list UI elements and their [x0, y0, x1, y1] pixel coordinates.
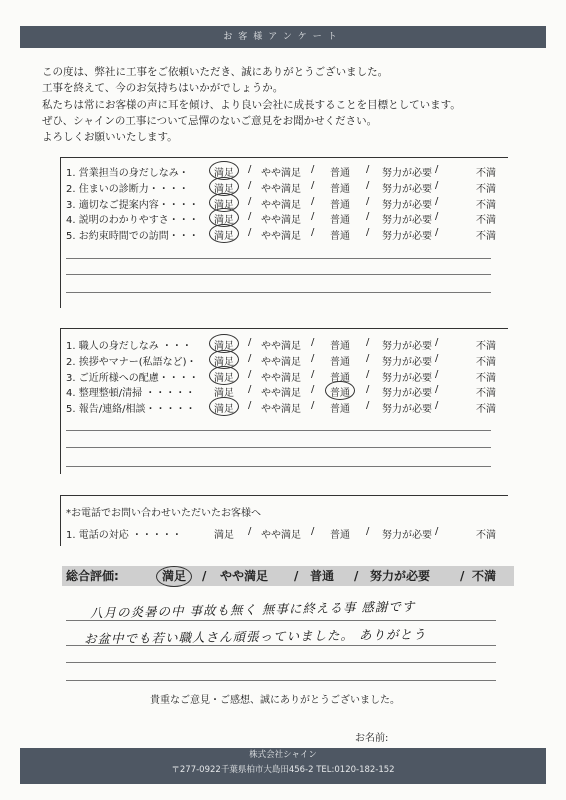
overall-label: 総合評価:: [66, 569, 119, 583]
separator: /: [366, 384, 370, 396]
separator: /: [435, 227, 439, 239]
separator: /: [248, 400, 252, 412]
rating-option[interactable]: やや満足: [261, 168, 301, 179]
question-label: 4. 整理整頓/清掃 ・・・・・: [66, 388, 196, 400]
survey-header-bar: [20, 26, 546, 48]
question-label: 2. 住まいの診断力・・・・: [66, 183, 189, 195]
separator: /: [435, 384, 439, 396]
comment-line: [66, 258, 491, 259]
question-label: 2. 挨拶やマナー(私語など)・: [66, 356, 197, 368]
intro-line: この度は、弊社に工事をご依頼いただき、誠にありがとうございました。: [42, 66, 389, 78]
overall-option[interactable]: やや満足: [220, 569, 269, 583]
rating-option[interactable]: やや満足: [261, 183, 301, 195]
rating-option[interactable]: 満足: [214, 199, 234, 211]
rating-option[interactable]: 満足: [214, 231, 234, 243]
rating-option[interactable]: 満足: [214, 356, 234, 368]
rating-option[interactable]: やや満足: [261, 530, 301, 541]
separator: /: [435, 400, 439, 412]
rating-option[interactable]: 不満: [476, 231, 496, 243]
rating-option[interactable]: 満足: [214, 388, 234, 400]
company-address: 〒277-0922千葉県柏市大島田456-2 TEL:0120-182-152: [171, 765, 395, 775]
separator: /: [311, 211, 315, 223]
overall-option[interactable]: 不満: [472, 569, 497, 583]
question-label: 3. ご近所様への配慮・・・・: [66, 372, 199, 384]
rating-option[interactable]: 普通: [330, 168, 350, 179]
separator: /: [248, 526, 252, 537]
separator: /: [311, 526, 315, 537]
rating-option[interactable]: やや満足: [261, 199, 301, 211]
separator: /: [366, 368, 370, 380]
rating-option[interactable]: 努力が必要: [382, 404, 432, 416]
rating-option[interactable]: 不満: [476, 388, 496, 400]
rating-option[interactable]: やや満足: [261, 404, 301, 416]
rating-option[interactable]: やや満足: [261, 372, 301, 384]
separator: /: [248, 352, 252, 364]
rating-option[interactable]: 不満: [476, 215, 496, 227]
rating-option[interactable]: 努力が必要: [382, 168, 432, 179]
rating-option[interactable]: 満足: [214, 530, 234, 541]
rating-option[interactable]: 普通: [330, 231, 350, 243]
selected-circle-mark: [209, 366, 239, 385]
separator: /: [311, 368, 315, 380]
separator: /: [354, 569, 359, 583]
question-label: 4. 説明のわかりやすさ・・・: [66, 215, 199, 227]
comment-line: [66, 680, 496, 681]
overall-rating-bar: [62, 566, 514, 586]
rating-option[interactable]: 不満: [476, 341, 496, 352]
separator: /: [248, 211, 252, 223]
company-name: 株式会社シャイン: [249, 750, 317, 760]
rating-option[interactable]: やや満足: [261, 356, 301, 368]
separator: /: [366, 227, 370, 239]
separator: /: [311, 400, 315, 412]
question-label: 5. お約束時間での訪問・・・: [66, 231, 199, 243]
rating-option[interactable]: 不満: [476, 404, 496, 416]
separator: /: [366, 337, 370, 348]
separator: /: [435, 526, 439, 537]
handwritten-comment-line: お盆中でも若い職人さん頑張っていました。 ありがとう: [83, 626, 427, 647]
rating-option[interactable]: 努力が必要: [382, 356, 432, 368]
rating-option[interactable]: 普通: [330, 183, 350, 195]
rating-option[interactable]: 普通: [330, 372, 350, 384]
rating-option[interactable]: 努力が必要: [382, 372, 432, 384]
rating-option[interactable]: やや満足: [261, 341, 301, 352]
separator: /: [202, 569, 207, 583]
separator: /: [435, 368, 439, 380]
rating-option[interactable]: 努力が必要: [382, 388, 432, 400]
separator: /: [311, 227, 315, 239]
question-label: 3. 適切なご提案内容・・・・: [66, 199, 199, 211]
section-3-heading: *お電話でお問い合わせいただいたお客様へ: [66, 508, 261, 519]
rating-option[interactable]: 不満: [476, 183, 496, 195]
comment-line: [66, 447, 491, 448]
separator: /: [311, 195, 315, 207]
rating-option[interactable]: 不満: [476, 168, 496, 179]
rating-option[interactable]: 満足: [214, 404, 234, 416]
separator: /: [248, 179, 252, 191]
intro-line: 工事を終えて、今のお気持ちはいかがでしょうか。: [42, 82, 284, 95]
rating-option[interactable]: 努力が必要: [382, 530, 432, 541]
rating-option[interactable]: 満足: [214, 215, 234, 227]
separator: /: [435, 195, 439, 207]
overall-selected-circle-mark: [156, 566, 192, 587]
separator: /: [248, 337, 252, 348]
separator: /: [435, 179, 439, 191]
separator: /: [311, 179, 315, 191]
rating-option[interactable]: 普通: [330, 341, 350, 352]
rating-option[interactable]: やや満足: [261, 231, 301, 243]
rating-option[interactable]: 不満: [476, 372, 496, 384]
separator: /: [366, 179, 370, 191]
rating-option[interactable]: 満足: [214, 183, 234, 195]
separator: /: [460, 569, 465, 583]
rating-option[interactable]: やや満足: [261, 215, 301, 227]
comment-line: [66, 645, 496, 646]
intro-line: よろしくお願いいたします。: [42, 131, 178, 144]
separator: /: [435, 352, 439, 364]
separator: /: [311, 384, 315, 396]
rating-option[interactable]: 不満: [476, 356, 496, 368]
survey-title: お客様アンケート: [223, 32, 343, 42]
rating-option[interactable]: 満足: [214, 372, 234, 384]
separator: /: [248, 195, 252, 207]
comment-line: [66, 274, 491, 275]
intro-line: 私たちは常にお客様の声に耳を傾け、より良い会社に成長することを目標としています。: [42, 98, 461, 111]
thanks-text: 貴重なご意見・ご感想、誠にありがとうございました。: [150, 695, 400, 706]
comment-line: [66, 292, 491, 293]
question-label: 5. 報告/連絡/相談・・・・・: [66, 404, 196, 416]
question-label: 1. 職人の身だしなみ ・・・: [66, 341, 192, 352]
separator: /: [366, 400, 370, 412]
separator: /: [366, 526, 370, 537]
separator: /: [435, 164, 439, 175]
rating-option[interactable]: 満足: [214, 341, 234, 352]
footer-bar: [20, 748, 546, 784]
separator: /: [311, 337, 315, 348]
comment-line: [66, 430, 491, 431]
rating-option[interactable]: 普通: [330, 388, 350, 400]
comment-line: [66, 662, 496, 663]
rating-option[interactable]: 不満: [476, 530, 496, 541]
intro-text: [42, 64, 461, 145]
separator: /: [248, 227, 252, 239]
comment-line: [66, 620, 496, 621]
separator: /: [435, 211, 439, 223]
rating-option[interactable]: 普通: [330, 530, 350, 541]
name-label: お名前:: [355, 733, 389, 744]
intro-line: ぜひ、シャインの工事について忌憚のないご意見をお聞かせください。: [42, 114, 378, 127]
comment-line: [66, 466, 491, 467]
rating-option[interactable]: 努力が必要: [382, 341, 432, 352]
rating-option[interactable]: 普通: [330, 215, 350, 227]
separator: /: [248, 368, 252, 380]
rating-option[interactable]: 満足: [214, 168, 234, 179]
rating-option[interactable]: 努力が必要: [382, 231, 432, 243]
separator: /: [435, 337, 439, 348]
separator: /: [248, 164, 252, 175]
rating-option[interactable]: やや満足: [261, 388, 301, 400]
rating-option[interactable]: 普通: [330, 404, 350, 416]
rating-option[interactable]: 不満: [476, 199, 496, 211]
overall-option[interactable]: 満足: [162, 569, 187, 583]
separator: /: [366, 164, 370, 175]
separator: /: [366, 195, 370, 207]
rating-option[interactable]: 努力が必要: [382, 183, 432, 195]
separator: /: [311, 352, 315, 364]
separator: /: [311, 164, 315, 175]
rating-option[interactable]: 普通: [330, 356, 350, 368]
overall-option[interactable]: 普通: [310, 569, 335, 583]
question-label: 1. 営業担当の身だしなみ・: [66, 168, 189, 179]
question-label: 1. 電話の対応 ・・・・・: [66, 530, 182, 541]
separator: /: [294, 569, 299, 583]
separator: /: [248, 384, 252, 396]
rating-option[interactable]: 普通: [330, 199, 350, 211]
rating-option[interactable]: 努力が必要: [382, 215, 432, 227]
rating-option[interactable]: 努力が必要: [382, 199, 432, 211]
separator: /: [366, 352, 370, 364]
handwritten-comment-line: 八月の炎暑の中 事故も無く 無事に終える事 感謝です: [89, 598, 416, 621]
separator: /: [366, 211, 370, 223]
overall-option[interactable]: 努力が必要: [370, 569, 431, 583]
